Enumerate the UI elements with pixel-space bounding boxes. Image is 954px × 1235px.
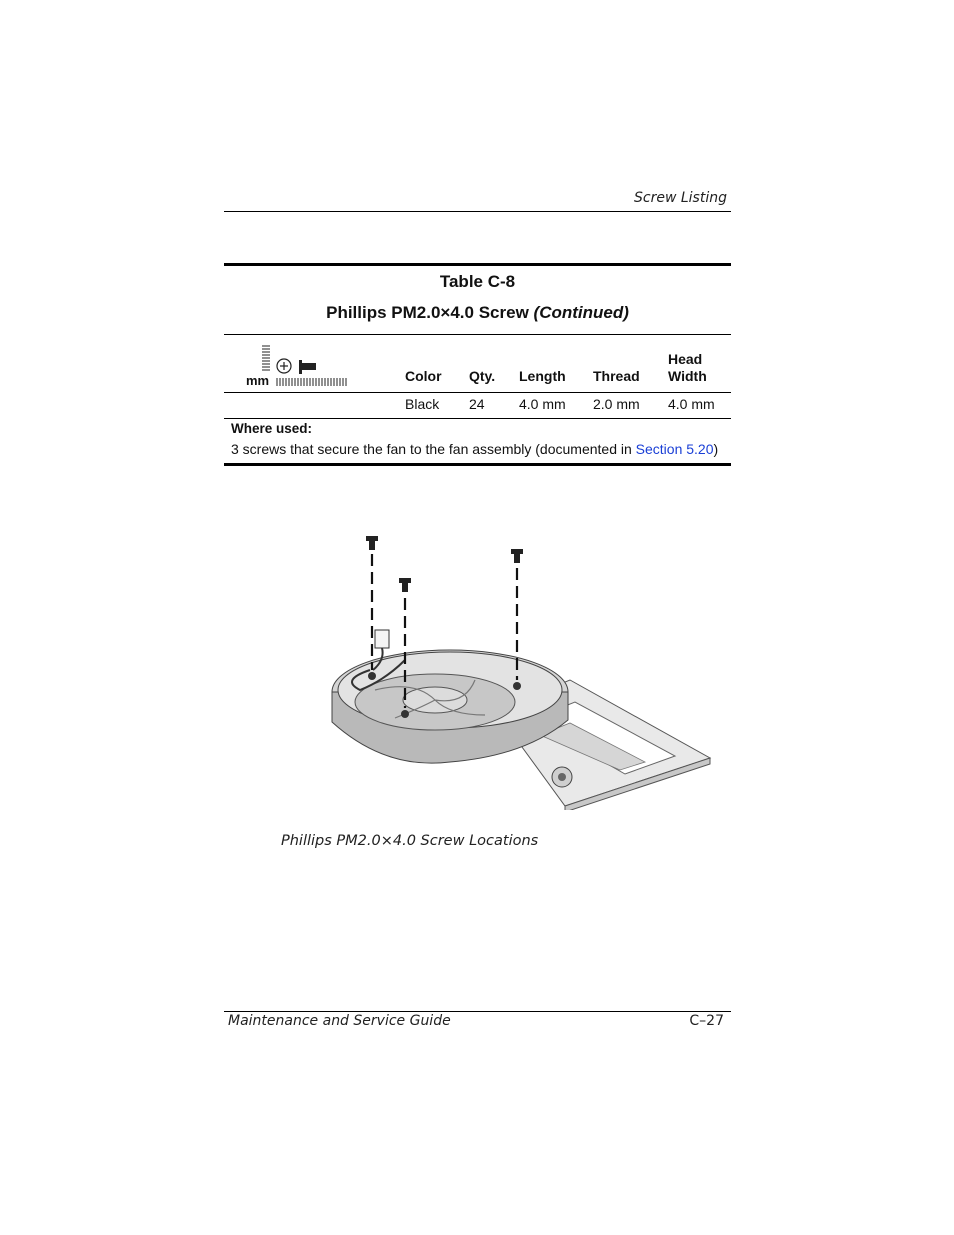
col-header-thread: Thread bbox=[593, 368, 640, 384]
fan-assembly-illustration bbox=[325, 530, 715, 810]
cell-color: Black bbox=[405, 396, 440, 412]
where-used-text-before: 3 screws that secure the fan to the fan assembly (documented in bbox=[231, 441, 636, 457]
col-header-length: Length bbox=[519, 368, 566, 384]
col-header-color: Color bbox=[405, 368, 442, 384]
screw-1 bbox=[366, 536, 378, 670]
where-used-label: Where used: bbox=[231, 421, 313, 436]
col-header-head-width-line2: Width bbox=[668, 368, 707, 384]
scale-unit-label: mm bbox=[246, 373, 270, 388]
table-title-main: Phillips PM2.0×4.0 Screw bbox=[326, 303, 529, 322]
footer-guide-title: Maintenance and Service Guide bbox=[228, 1013, 451, 1029]
cell-thread: 2.0 mm bbox=[593, 396, 640, 412]
col-header-head-width bbox=[668, 351, 707, 385]
where-used-text bbox=[231, 441, 718, 457]
cell-head-width: 4.0 mm bbox=[668, 396, 715, 412]
footer-rule bbox=[224, 1011, 731, 1012]
table-number: Table C-8 bbox=[439, 272, 516, 291]
figure-caption: Phillips PM2.0×4.0 Screw Locations bbox=[281, 833, 539, 849]
cell-length: 4.0 mm bbox=[519, 396, 566, 412]
table-title-suffix: (Continued) bbox=[533, 303, 629, 322]
cell-qty: 24 bbox=[469, 396, 485, 412]
table-column-rule bbox=[224, 392, 731, 393]
table-row-rule bbox=[224, 418, 731, 419]
col-header-head-width-line1: Head bbox=[668, 351, 703, 367]
running-header: Screw Listing bbox=[634, 190, 727, 206]
col-header-qty: Qty. bbox=[469, 368, 496, 384]
table-title bbox=[224, 303, 731, 323]
table-header-rule bbox=[224, 334, 731, 335]
table-bottom-rule bbox=[224, 463, 731, 466]
where-used-text-after: ) bbox=[713, 441, 719, 457]
section-link[interactable]: Section 5.20 bbox=[635, 441, 714, 457]
footer-page-number: C–27 bbox=[689, 1013, 724, 1029]
table-top-rule bbox=[224, 263, 731, 266]
header-rule bbox=[224, 211, 731, 212]
